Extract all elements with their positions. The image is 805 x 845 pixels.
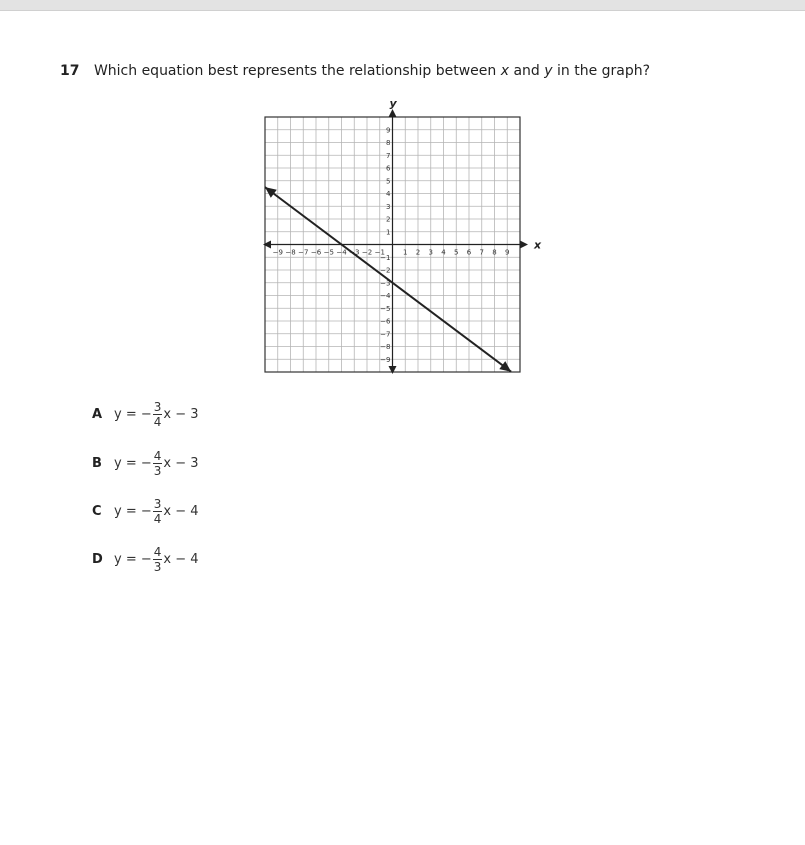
- line-arrow-start: [265, 187, 277, 198]
- numerator: 4: [153, 448, 162, 463]
- eq-lhs: y = −: [114, 551, 152, 567]
- choice-letter: A: [92, 406, 103, 422]
- fraction: [153, 401, 163, 428]
- x-tick-label: 3: [428, 248, 433, 257]
- question: [60, 63, 650, 79]
- y-tick-label: 7: [386, 151, 391, 160]
- x-tick-label: −3: [349, 248, 360, 257]
- choice-equation: [114, 498, 199, 525]
- line-arrow-end: [499, 361, 511, 372]
- eq-rest: x − 3: [163, 455, 199, 471]
- x-axis-arrow-left: [263, 241, 271, 249]
- denominator: 3: [153, 463, 162, 478]
- y-tick-label: −7: [380, 330, 391, 339]
- numerator: 4: [153, 544, 162, 559]
- fraction: [153, 498, 163, 525]
- y-tick-label: −8: [380, 343, 391, 351]
- choice-letter: C: [92, 503, 102, 519]
- eq-lhs: y = −: [114, 406, 152, 422]
- denominator: 4: [153, 414, 162, 429]
- x-tick-label: −9: [272, 248, 283, 257]
- top-bar: [0, 0, 805, 11]
- numerator: 3: [153, 496, 162, 511]
- eq-rest: x − 4: [163, 551, 199, 567]
- question-var-y: y: [544, 63, 553, 79]
- x-tick-label: 6: [466, 248, 472, 257]
- choice-d[interactable]: [92, 542, 199, 576]
- eq-lhs: y = −: [114, 503, 152, 519]
- y-tick-label: −2: [380, 266, 391, 275]
- y-tick-label: −4: [380, 292, 391, 300]
- x-tick-label: −4: [336, 248, 347, 257]
- x-axis-label: x: [534, 238, 542, 252]
- eq-rest: x − 3: [163, 406, 199, 422]
- y-tick-label: 1: [386, 228, 391, 237]
- x-axis-arrow-right: [520, 241, 528, 249]
- y-axis-label: y: [389, 97, 397, 110]
- x-tick-label: −8: [285, 248, 296, 257]
- choice-letter: D: [92, 551, 103, 567]
- y-tick-label: 8: [386, 139, 391, 147]
- eq-rest: x − 4: [163, 503, 199, 519]
- y-axis-arrow-down: [389, 366, 397, 374]
- denominator: 4: [153, 511, 162, 526]
- x-tick-label: 7: [479, 248, 484, 257]
- question-text-2: in the graph?: [557, 63, 651, 79]
- y-tick-label: 5: [386, 177, 391, 186]
- y-tick-label: −6: [380, 317, 391, 326]
- x-tick-label: 8: [492, 248, 497, 257]
- y-axis-arrow-up: [389, 109, 397, 117]
- choice-c[interactable]: [92, 494, 199, 528]
- choice-equation: [114, 450, 199, 477]
- x-tick-label: −1: [374, 248, 385, 257]
- x-tick-label: −2: [361, 248, 373, 257]
- choice-a[interactable]: [92, 397, 199, 431]
- choice-letter: B: [92, 455, 102, 471]
- x-tick-label: −6: [310, 248, 322, 257]
- y-tick-label: −5: [380, 304, 391, 313]
- numerator: 3: [153, 399, 162, 414]
- coordinate-graph: [250, 95, 550, 380]
- y-tick-label: −1: [380, 253, 391, 262]
- choice-equation: [114, 401, 199, 428]
- x-tick-label: 9: [505, 248, 510, 257]
- choice-b[interactable]: [92, 446, 199, 480]
- y-tick-label: −9: [380, 355, 391, 364]
- denominator: 3: [153, 559, 162, 574]
- y-tick-label: −3: [380, 279, 391, 288]
- question-var-x: x: [500, 63, 509, 79]
- y-tick-label: 6: [386, 164, 391, 173]
- question-text-1: Which equation best represents the relationship between: [93, 63, 497, 79]
- x-tick-label: 1: [403, 248, 408, 257]
- y-tick-label: 4: [386, 190, 391, 198]
- fraction: [153, 450, 163, 477]
- x-tick-label: 5: [454, 248, 459, 257]
- question-and: and: [513, 63, 540, 79]
- question-number: 17: [60, 63, 80, 79]
- eq-lhs: y = −: [114, 455, 152, 471]
- y-tick-label: 3: [386, 202, 391, 211]
- fraction: [153, 546, 163, 573]
- x-tick-label: −5: [323, 248, 334, 257]
- y-tick-label: 9: [386, 126, 391, 135]
- x-tick-label: 4: [441, 248, 446, 257]
- choice-equation: [114, 546, 199, 573]
- y-tick-label: 2: [386, 215, 391, 224]
- x-tick-label: −7: [298, 248, 309, 257]
- x-tick-label: 2: [415, 248, 421, 257]
